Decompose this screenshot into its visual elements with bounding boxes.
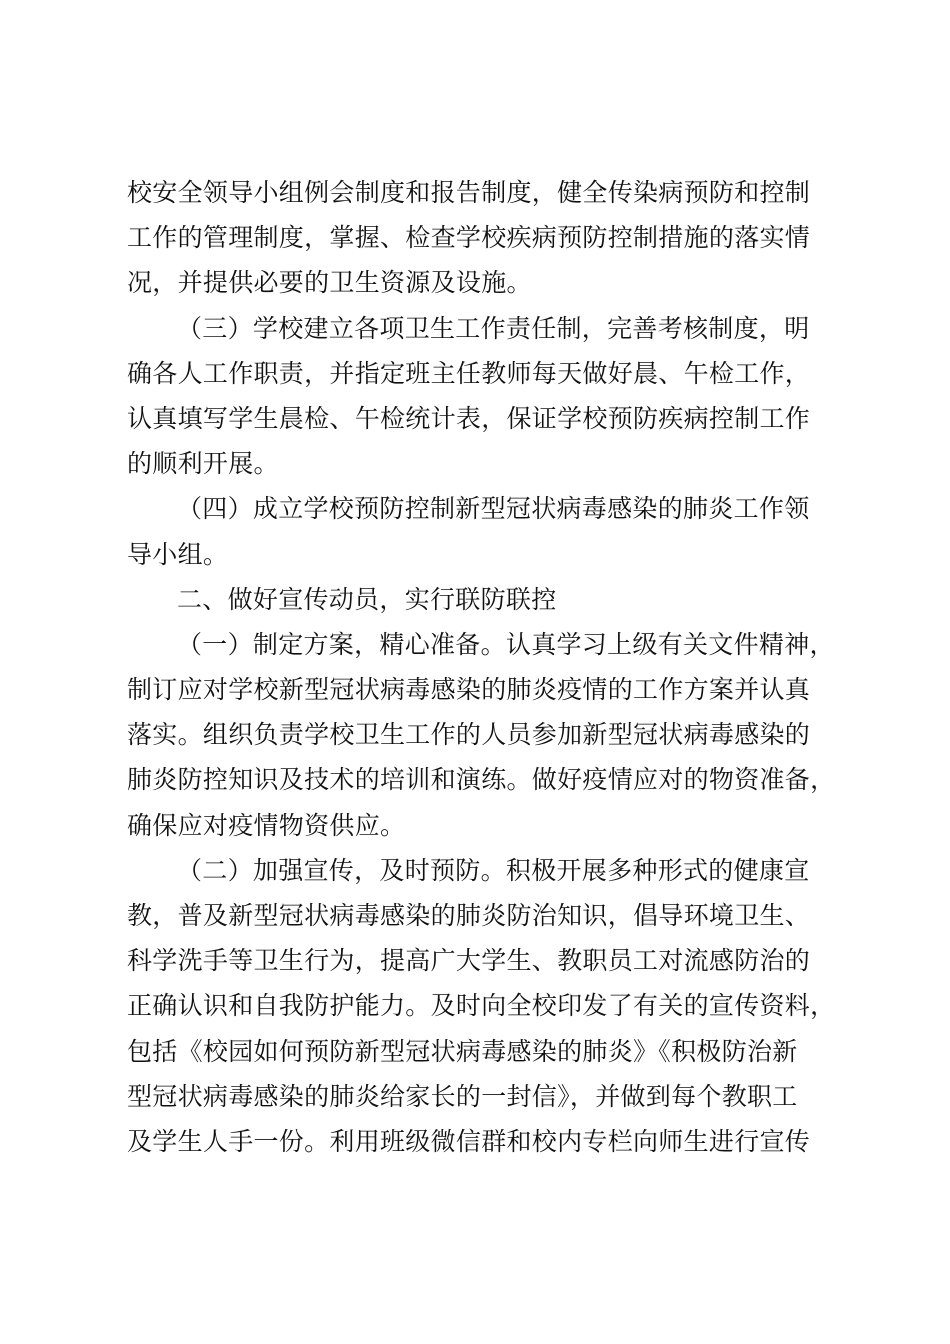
text-line: 认真填写学生晨检、午检统计表，保证学校预防疾病控制工作	[127, 403, 811, 433]
paragraph-start-line: （二）加强宣传，及时预防。积极开展多种形式的健康宣	[177, 855, 810, 885]
text-line: 正确认识和自我防护能力。及时向全校印发了有关的宣传资料，	[127, 991, 836, 1021]
text-line: 导小组。	[127, 539, 229, 569]
paragraph-start-line: （一）制定方案，精心准备。认真学习上级有关文件精神，	[177, 629, 835, 659]
text-line: 包括《校园如何预防新型冠状病毒感染的肺炎》《积极防治新	[127, 1036, 798, 1066]
text-line: 制订应对学校新型冠状病毒感染的肺炎疫情的工作方案并认真	[127, 675, 811, 705]
text-line: 工作的管理制度，掌握、检查学校疾病预防控制措施的落实情	[127, 223, 811, 253]
text-line: 肺炎防控知识及技术的培训和演练。做好疫情应对的物资准备，	[127, 765, 836, 795]
text-line: 型冠状病毒感染的肺炎给家长的一封信》，并做到每个教职工	[127, 1081, 798, 1111]
text-line: 确各人工作职责，并指定班主任教师每天做好晨、午检工作，	[127, 358, 811, 388]
paragraph-start-line: （四）成立学校预防控制新型冠状病毒感染的肺炎工作领	[177, 494, 810, 524]
section-heading: 二、做好宣传动员，实行联防联控	[177, 584, 557, 614]
text-line: 科学洗手等卫生行为，提高广大学生、教职员工对流感防治的	[127, 946, 811, 976]
text-line: 教，普及新型冠状病毒感染的肺炎防治知识，倡导环境卫生、	[127, 901, 811, 930]
text-line: 落实。组织负责学校卫生工作的人员参加新型冠状病毒感染的	[127, 720, 811, 750]
text-line: 况，并提供必要的卫生资源及设施。	[127, 268, 532, 298]
text-line: 的顺利开展。	[127, 449, 279, 479]
text-line: 确保应对疫情物资供应。	[127, 810, 406, 840]
document-body	[127, 170, 867, 1164]
text-line: 及学生人手一份。利用班级微信群和校内专栏向师生进行宣传	[127, 1126, 811, 1156]
text-line: 校安全领导小组例会制度和报告制度，健全传染病预防和控制	[127, 178, 811, 207]
paragraph-start-line: （三）学校建立各项卫生工作责任制，完善考核制度，明	[177, 313, 810, 343]
